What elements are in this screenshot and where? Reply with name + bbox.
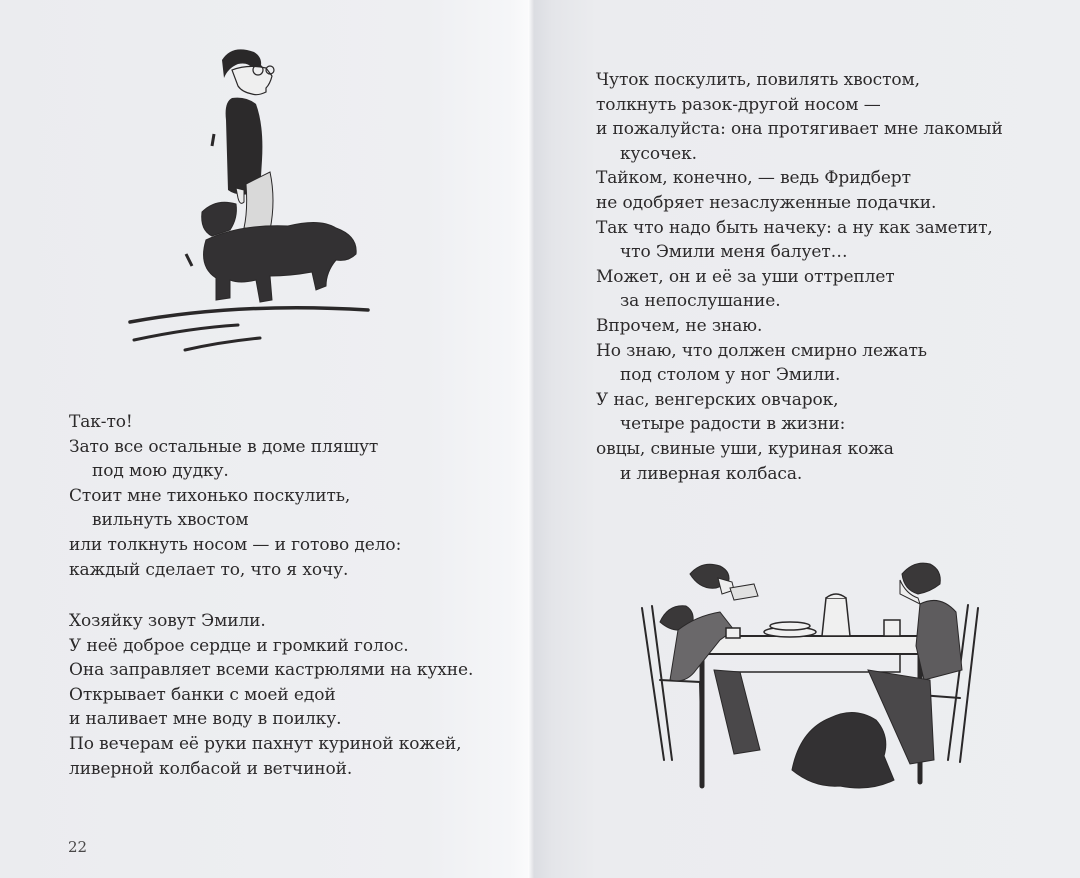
book-gutter xyxy=(528,0,534,878)
text-line: каждый сделает то, что я хочу. xyxy=(69,559,349,580)
text-line: Открывает банки с моей едой xyxy=(69,684,336,705)
text-line: Она заправляет всеми кастрюлями на кухне. xyxy=(69,660,474,681)
text-line: У неё доброе сердце и громкий голос. xyxy=(69,635,409,656)
text-line: или толкнуть носом — и готово дело: xyxy=(69,534,402,555)
text-line: под мою дудку. xyxy=(92,461,229,482)
text-line: и ливерная колбаса. xyxy=(620,463,803,484)
text-line: и наливает мне воду в поилку. xyxy=(69,709,342,730)
text-line: Но знаю, что должен смирно лежать xyxy=(596,340,927,361)
right-page xyxy=(530,0,1080,878)
text-line: четыре радости в жизни: xyxy=(620,414,846,435)
text-line: что Эмили меня балует… xyxy=(620,242,848,263)
text-line: под столом у ног Эмили. xyxy=(620,365,841,386)
page-number: 22 xyxy=(68,838,88,856)
man-walking-dog-illustration xyxy=(120,40,370,360)
text-line: кусочек. xyxy=(620,143,697,164)
text-line: Чуток поскулить, повилять хвостом, xyxy=(596,70,920,90)
left-page-paragraph-2 xyxy=(69,609,473,781)
text-line: вильнуть хвостом xyxy=(92,510,249,531)
text-line: Стоит мне тихонько поскулить, xyxy=(69,485,351,506)
text-line: Зато все остальные в доме пляшут xyxy=(69,436,379,457)
text-line: и пожалуйста: она протягивает мне лакомый xyxy=(596,119,1003,140)
text-line: ливерной колбасой и ветчиной. xyxy=(69,758,353,779)
right-page-text xyxy=(596,68,1003,486)
text-line: Тайком, конечно, — ведь Фридберт xyxy=(596,168,911,189)
text-line: Хозяйку зовут Эмили. xyxy=(69,611,266,631)
left-page xyxy=(0,0,530,878)
tableware xyxy=(726,594,900,638)
text-line: У нас, венгерских овчарок, xyxy=(596,389,839,410)
text-line: за непослушание. xyxy=(620,291,781,312)
text-line: толкнуть разок-другой носом — xyxy=(596,94,881,115)
text-line: Впрочем, не знаю. xyxy=(596,315,763,336)
left-page-paragraph-1 xyxy=(69,410,401,582)
text-line: не одобряет незаслуженные подачки. xyxy=(596,192,937,213)
text-line: Может, он и её за уши оттреплет xyxy=(596,266,895,287)
text-line: Так что надо быть начеку: а ну как заметит, xyxy=(596,217,993,238)
text-line: Так-то! xyxy=(69,412,133,432)
text-line: овцы, свиные уши, куриная кожа xyxy=(596,438,894,459)
family-table-illustration xyxy=(630,550,990,800)
text-line: По вечерам её руки пахнут куриной кожей, xyxy=(69,733,462,754)
dog-under-table xyxy=(792,712,894,788)
